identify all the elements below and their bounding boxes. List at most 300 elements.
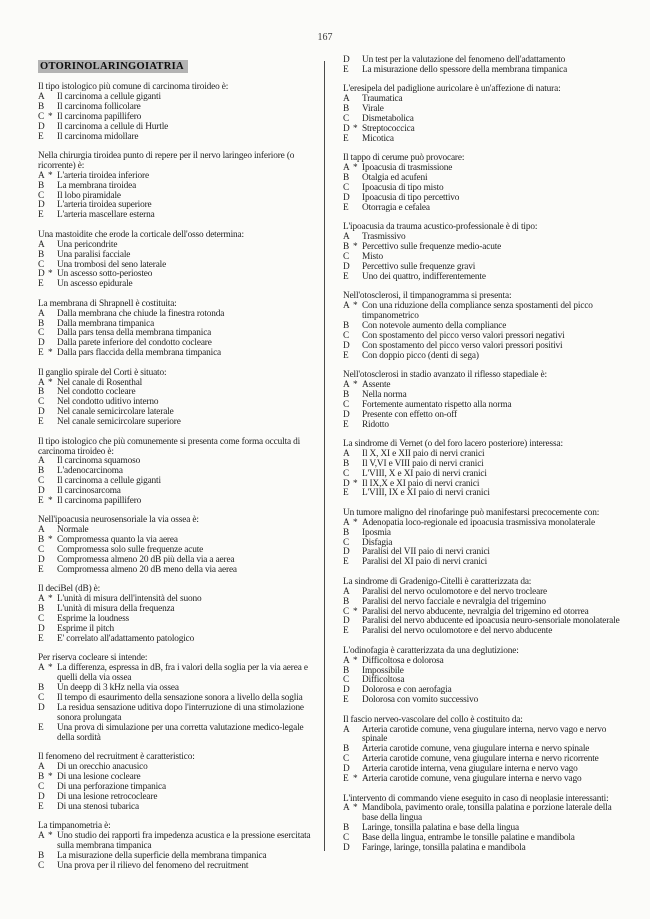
- answer-option: [343, 627, 624, 637]
- correct-answer-marker: [353, 539, 362, 549]
- answer-option: [38, 566, 316, 576]
- correct-answer-marker: [48, 123, 57, 133]
- option-letter: D: [38, 338, 45, 349]
- question-block: [343, 371, 624, 430]
- answer-option: [38, 133, 316, 143]
- correct-answer-marker: [353, 56, 362, 66]
- correct-answer-marker: [353, 204, 362, 214]
- option-text: Base della lingua, entrambe le tonsille palatine e mandibola: [362, 833, 575, 844]
- correct-answer-marker: [353, 194, 362, 204]
- option-text: Con doppio picco (denti di sega): [362, 350, 479, 361]
- question-stem: Il tipo istologico più comune di carcinoma tiroideo è:: [38, 82, 229, 92]
- correct-answer-marker: [48, 566, 57, 576]
- option-letter: A: [343, 803, 350, 814]
- option-text: Paralisi del XI paio di nervi cranici: [362, 557, 488, 568]
- option-text: Con notevole aumento della compliance: [362, 320, 507, 331]
- correct-answer-marker: [353, 95, 362, 105]
- correct-answer-marker: [48, 477, 57, 487]
- correct-answer-marker: [48, 418, 57, 428]
- correct-answer-marker: [353, 391, 362, 401]
- option-letter: C: [343, 537, 350, 548]
- option-letter: E: [343, 133, 349, 144]
- correct-answer-marker: [48, 310, 57, 320]
- correct-answer-marker: *: [353, 301, 358, 312]
- option-text: Dismetabolica: [362, 114, 414, 125]
- option-letter: A: [38, 830, 45, 841]
- two-column-layout: [38, 56, 624, 881]
- answer-option: [343, 421, 624, 431]
- answer-option: [38, 724, 316, 744]
- option-letter: D: [343, 55, 350, 65]
- correct-answer-marker: [353, 529, 362, 539]
- option-text: Paralisi del VII paio di nervi cranici: [362, 547, 490, 558]
- option-letter: D: [343, 261, 350, 272]
- question-block: [343, 440, 624, 499]
- option-letter: A: [343, 655, 350, 666]
- option-text: Nel condotto cocleare: [57, 387, 136, 398]
- option-text: Nel condotto uditivo interno: [57, 397, 159, 408]
- correct-answer-marker: [48, 457, 57, 467]
- question-block: [38, 231, 316, 290]
- correct-answer-marker: [353, 726, 362, 746]
- correct-answer-marker: *: [48, 594, 53, 605]
- option-letter: B: [343, 458, 350, 469]
- question-block: [38, 369, 316, 428]
- option-text: Uno dei quattro, indifferentemente: [362, 271, 486, 282]
- option-letter: E: [343, 202, 349, 213]
- option-text: L'arteria tiroidea inferiore: [57, 170, 149, 181]
- option-text: Una trombosi del seno laterale: [57, 259, 167, 270]
- option-text: Nella norma: [362, 389, 407, 400]
- option-letter: E: [38, 722, 44, 733]
- correct-answer-marker: *: [48, 111, 53, 122]
- correct-answer-marker: *: [48, 348, 53, 359]
- option-letter: D: [343, 192, 350, 203]
- answer-option: [38, 418, 316, 428]
- option-text: Difficoltosa e dolorosa: [362, 655, 444, 666]
- option-letter: D: [38, 407, 45, 418]
- correct-answer-marker: [353, 460, 362, 470]
- option-letter: C: [343, 182, 350, 193]
- option-text: Un ascesso sotto-periosteo: [57, 269, 153, 280]
- option-text: Una pericondrite: [57, 239, 118, 250]
- option-text: Percettivo sulle frequenze medio-acute: [362, 242, 502, 252]
- correct-answer-marker: *: [48, 771, 53, 782]
- option-text: Ipoacusia di trasmissione: [362, 163, 453, 174]
- option-text: Dalla membrana che chiude la finestra rotonda: [57, 308, 225, 319]
- option-text: Un test per la valutazione del fenomeno dell'adattamento: [362, 55, 566, 65]
- option-letter: E: [343, 626, 349, 637]
- option-letter: C: [38, 111, 45, 122]
- option-text: Il carcinoma papillifero: [57, 111, 142, 122]
- answer-option: [343, 598, 624, 608]
- question-stem: Nell'otosclerosi, il timpanogramma si presenta:: [343, 291, 512, 302]
- question-block: [343, 85, 624, 144]
- option-text: Iposmia: [362, 527, 391, 538]
- option-text: L'adenocarcinoma: [57, 466, 123, 477]
- correct-answer-marker: [353, 755, 362, 765]
- correct-answer-marker: [353, 598, 362, 608]
- option-text: Compromessa almeno 20 dB meno della via aerea: [57, 564, 237, 575]
- correct-answer-marker: [48, 251, 57, 261]
- option-letter: C: [343, 675, 350, 686]
- section-title: OTORINOLARINGOIATRIA: [38, 60, 188, 73]
- question-block: [343, 223, 624, 282]
- option-text: Di una lesione retrococleare: [57, 791, 158, 802]
- option-letter: A: [343, 301, 350, 312]
- option-letter: A: [38, 663, 45, 674]
- option-text: La misurazione dello spessore della membrana timpanica: [362, 64, 568, 75]
- option-letter: E: [343, 419, 349, 430]
- option-text: La residua sensazione uditiva dopo l'interruzione di una stimolazione sonora prolungata: [57, 702, 304, 723]
- option-text: Micotica: [362, 133, 394, 144]
- correct-answer-marker: [48, 133, 57, 143]
- answer-option: [343, 135, 624, 145]
- question-stem: L'intervento di commando viene eseguito in caso di neoplasie interessanti:: [343, 793, 609, 804]
- option-letter: E: [38, 801, 44, 812]
- option-text: Con spostamento del picco verso valori pressori negativi: [362, 330, 565, 341]
- option-text: La membrana tiroidea: [57, 180, 137, 191]
- answer-option: [38, 211, 316, 221]
- correct-answer-marker: [353, 686, 362, 696]
- answer-option: [343, 804, 624, 824]
- correct-answer-marker: [48, 192, 57, 202]
- correct-answer-marker: [353, 253, 362, 263]
- option-text: Dolorosa e con aerofagia: [362, 685, 452, 696]
- question-block: [343, 154, 624, 213]
- option-letter: E: [38, 348, 44, 359]
- option-letter: C: [343, 114, 350, 125]
- correct-answer-marker: [48, 388, 57, 398]
- question-block: [38, 516, 316, 575]
- left-column: [38, 56, 316, 881]
- option-text: Nel canale di Rosenthal: [57, 377, 143, 388]
- answer-option: [38, 803, 316, 813]
- option-letter: A: [38, 456, 45, 467]
- correct-answer-marker: [48, 280, 57, 290]
- question-block: [343, 647, 624, 706]
- option-letter: E: [343, 557, 349, 568]
- question-stem: Un tumore maligno del rinofaringe può manifestarsi precocemente con:: [343, 507, 600, 518]
- option-letter: C: [343, 754, 350, 765]
- answer-option: [38, 862, 316, 872]
- option-letter: D: [343, 685, 350, 696]
- option-letter: C: [343, 468, 350, 479]
- correct-answer-marker: [353, 263, 362, 273]
- option-letter: D: [38, 555, 45, 566]
- answer-option: [343, 302, 624, 322]
- option-text: Normale: [57, 525, 89, 536]
- option-letter: B: [343, 104, 350, 115]
- correct-answer-marker: [48, 467, 57, 477]
- option-letter: C: [343, 399, 350, 410]
- correct-answer-marker: *: [353, 655, 358, 666]
- question-stem: L'odinofagia è caratterizzata da una deglutizione:: [343, 645, 519, 656]
- option-letter: A: [38, 761, 45, 772]
- correct-answer-marker: *: [353, 774, 358, 785]
- option-text: Disfagia: [362, 537, 393, 548]
- option-text: Una prova di simulazione per una corretta valutazione medico-legale della sordità: [57, 722, 304, 743]
- question-block: [343, 578, 624, 637]
- option-letter: A: [38, 377, 45, 388]
- option-text: Ridotto: [362, 419, 389, 430]
- option-text: L'unità di misura della frequenza: [57, 604, 175, 615]
- question-block: [38, 654, 316, 743]
- question-stem: L'eresipela del padiglione auricolare è un'affezione di natura:: [343, 84, 561, 95]
- question-block: [38, 438, 316, 507]
- option-letter: B: [38, 180, 45, 191]
- correct-answer-marker: [48, 862, 57, 872]
- question-stem: L'ipoacusia da trauma acustico-professionale è di tipo:: [343, 222, 538, 233]
- correct-answer-marker: [48, 211, 57, 221]
- option-text: Paralisi del nervo abducente, nevralgia del trigemino ed otorrea: [362, 606, 589, 617]
- option-letter: D: [343, 340, 350, 351]
- answer-option: [38, 349, 316, 359]
- option-letter: B: [38, 101, 45, 112]
- question-stem: La membrana di Shrapnell è costituita:: [38, 298, 177, 309]
- option-letter: C: [38, 692, 45, 703]
- option-letter: E: [38, 210, 44, 221]
- option-letter: A: [343, 232, 350, 243]
- option-text: Nel canale semicircolare superiore: [57, 417, 181, 428]
- option-text: Misto: [362, 251, 383, 262]
- option-text: Paralisi del nervo oculomotore e del nervo abducente: [362, 626, 553, 637]
- correct-answer-marker: *: [48, 377, 53, 388]
- option-letter: D: [38, 791, 45, 802]
- option-text: Il carcinosarcoma: [57, 486, 121, 497]
- option-text: Arteria carotide comune, vena giugulare interna e nervo vago: [362, 774, 582, 785]
- option-text: Arteria carotide interna, vena giugulare interna e nervo vago: [362, 764, 578, 775]
- option-letter: C: [38, 190, 45, 201]
- correct-answer-marker: [353, 558, 362, 568]
- correct-answer-marker: [353, 184, 362, 194]
- question-stem: Per riserva cocleare si intende:: [38, 653, 148, 664]
- question-stem: Il ganglio spirale del Corti è situato:: [38, 367, 167, 378]
- option-text: Ipoacusia di tipo misto: [362, 182, 444, 193]
- option-letter: B: [343, 665, 350, 676]
- answer-option: [343, 558, 624, 568]
- option-letter: C: [38, 397, 45, 408]
- correct-answer-marker: *: [353, 242, 358, 252]
- option-text: Ipoacusia di tipo percettivo: [362, 192, 460, 203]
- option-letter: B: [38, 604, 45, 615]
- option-text: Il carcinoma a cellule giganti: [57, 91, 161, 102]
- correct-answer-marker: [48, 694, 57, 704]
- answer-option: [343, 243, 624, 253]
- option-letter: D: [343, 616, 350, 627]
- answer-option: [343, 352, 624, 362]
- question-stem: Il fascio nerveo-vascolare del collo è costituito da:: [343, 714, 523, 725]
- right-column: [333, 56, 624, 863]
- option-letter: C: [343, 330, 350, 341]
- option-text: Dalla pars tensa della membrana timpanica: [57, 328, 212, 339]
- answer-option: [343, 411, 624, 421]
- option-letter: B: [38, 535, 45, 546]
- option-text: Il tempo di esaurimento della sensazione sonora a livello della soglia: [57, 692, 303, 703]
- correct-answer-marker: [353, 489, 362, 499]
- option-letter: B: [343, 173, 350, 184]
- option-text: Una paralisi facciale: [57, 249, 131, 260]
- option-letter: E: [38, 279, 44, 290]
- answer-option: [343, 726, 624, 746]
- option-text: E' correlato all'adattamento patologico: [57, 633, 195, 644]
- option-letter: A: [343, 163, 350, 174]
- option-letter: E: [38, 633, 44, 644]
- correct-answer-marker: [48, 684, 57, 694]
- option-letter: E: [343, 271, 349, 282]
- answer-option: [38, 280, 316, 290]
- answer-option: [38, 251, 316, 261]
- correct-answer-marker: [353, 844, 362, 854]
- option-text: Mandibola, pavimento orale, tonsilla palatina e porzione laterale della base della lingua: [362, 803, 612, 824]
- answer-option: [343, 696, 624, 706]
- correct-answer-marker: *: [353, 379, 358, 390]
- correct-answer-marker: *: [353, 478, 358, 489]
- option-letter: B: [343, 320, 350, 331]
- column-divider-line: [324, 61, 325, 851]
- option-letter: A: [343, 724, 350, 735]
- option-text: Otalgia ed acufeni: [362, 173, 428, 184]
- option-letter: A: [343, 448, 350, 459]
- correct-answer-marker: *: [48, 830, 53, 841]
- option-letter: D: [343, 123, 350, 134]
- option-text: Il carcinoma a cellule giganti: [57, 476, 161, 487]
- option-letter: E: [343, 488, 349, 499]
- option-letter: A: [38, 170, 45, 181]
- correct-answer-marker: *: [353, 517, 358, 528]
- question-stem: Nella chirurgia tiroidea punto di repere per il nervo laringeo inferiore (o ricorrente) è:: [38, 150, 295, 171]
- correct-answer-marker: [48, 635, 57, 645]
- option-letter: B: [343, 389, 350, 400]
- answer-option: [343, 95, 624, 105]
- option-letter: A: [38, 308, 45, 319]
- correct-answer-marker: [353, 627, 362, 637]
- option-letter: B: [343, 823, 350, 834]
- correct-answer-marker: [353, 352, 362, 362]
- question-stem: Una mastoidite che erode la corticale dell'osso determina:: [38, 229, 244, 240]
- option-letter: E: [38, 131, 44, 142]
- question-block: [343, 716, 624, 785]
- option-text: Il X, XI e XII paio di nervi cranici: [362, 448, 485, 459]
- correct-answer-marker: [353, 588, 362, 598]
- correct-answer-marker: *: [48, 663, 53, 674]
- option-text: Il IX,X e XI paio di nervi cranici: [362, 478, 480, 489]
- correct-answer-marker: [48, 625, 57, 635]
- question-stem: Nell'ipoacusia neurosensoriale la via ossea è:: [38, 515, 199, 526]
- option-text: Il carcinoma follicolare: [57, 101, 141, 112]
- option-text: Compromessa almeno 20 dB più della via a aerea: [57, 555, 235, 566]
- question-stem: Il tipo istologico che più comunemente si presenta come forma occulta di carcinoma tiroideo è:: [38, 436, 301, 457]
- option-letter: C: [343, 606, 350, 617]
- question-block: [38, 585, 316, 644]
- option-letter: A: [38, 91, 45, 102]
- option-letter: D: [38, 624, 45, 634]
- answer-option: [343, 273, 624, 283]
- correct-answer-marker: [353, 105, 362, 115]
- option-text: Il carcinoma squamoso: [57, 456, 141, 467]
- option-letter: D: [343, 409, 350, 420]
- option-letter: E: [38, 564, 44, 575]
- option-letter: B: [343, 242, 350, 252]
- option-text: Adenopatia loco-regionale ed ipoacusia trasmissiva monolaterale: [362, 517, 595, 528]
- option-letter: D: [38, 486, 45, 497]
- option-letter: C: [38, 614, 45, 625]
- option-text: La misurazione della superficie della membrana timpanica: [57, 850, 267, 861]
- option-text: Con spostamento del picco verso valori pressori positivi: [362, 340, 563, 351]
- option-text: Compromessa quanto la via aerea: [57, 535, 178, 546]
- correct-answer-marker: [48, 241, 57, 251]
- option-text: Virale: [362, 104, 384, 115]
- correct-answer-marker: *: [353, 803, 358, 814]
- correct-answer-marker: [353, 273, 362, 283]
- question-stem: La sindrome di Vernet (o del foro lacero posteriore) interessa:: [343, 438, 563, 449]
- answer-option: [343, 844, 624, 854]
- question-stem: Nell'otosclerosi in stadio avanzato il riflesso stapediale è:: [343, 369, 547, 380]
- correct-answer-marker: [353, 411, 362, 421]
- correct-answer-marker: [353, 548, 362, 558]
- option-letter: D: [343, 547, 350, 558]
- option-text: Arteria carotide comune, vena giugulare interna e nervo ricorrente: [362, 754, 599, 765]
- option-text: Paralisi del nervo abducente ed ipoacusia neuro-sensoriale monolaterale: [362, 616, 620, 627]
- correct-answer-marker: [353, 824, 362, 834]
- option-letter: C: [38, 781, 45, 792]
- option-text: Traumatica: [362, 94, 403, 105]
- option-text: Dalla parete inferiore del condotto cocleare: [57, 338, 212, 349]
- option-letter: A: [38, 525, 45, 536]
- option-text: Impossibile: [362, 665, 404, 676]
- question-stem: La timpanometria è:: [38, 820, 111, 831]
- option-text: Il carcinoma a cellule di Hurtle: [57, 121, 169, 132]
- option-letter: C: [343, 833, 350, 844]
- correct-answer-marker: [48, 182, 57, 192]
- option-text: Paralisi del nervo facciale e nevralgia del trigemino: [362, 596, 546, 607]
- correct-answer-marker: *: [353, 606, 358, 617]
- answer-option: [38, 793, 316, 803]
- correct-answer-marker: *: [353, 123, 358, 134]
- correct-answer-marker: [48, 793, 57, 803]
- correct-answer-marker: [48, 783, 57, 793]
- option-letter: E: [343, 695, 349, 706]
- correct-answer-marker: [48, 329, 57, 339]
- option-text: Faringe, laringe, tonsilla palatina e mandibola: [362, 843, 526, 854]
- option-letter: A: [343, 379, 350, 390]
- option-text: L'arteria mascellare esterna: [57, 210, 155, 221]
- option-letter: A: [343, 517, 350, 528]
- option-letter: D: [343, 478, 350, 489]
- correct-answer-marker: *: [48, 535, 53, 546]
- correct-answer-marker: [48, 704, 57, 724]
- option-text: Di una perforazione timpanica: [57, 781, 166, 792]
- correct-answer-marker: [48, 201, 57, 211]
- option-text: Dalla pars flaccida della membrana timpanica: [57, 348, 222, 359]
- option-text: Esprime la loudness: [57, 614, 130, 625]
- option-letter: B: [343, 744, 350, 755]
- option-text: L'unità di misura dell'intensità del suono: [57, 594, 202, 605]
- correct-answer-marker: [48, 852, 57, 862]
- correct-answer-marker: [353, 450, 362, 460]
- correct-answer-marker: [48, 408, 57, 418]
- option-text: Otorragia e cefalea: [362, 202, 430, 213]
- option-text: Il lobo piramidale: [57, 190, 121, 201]
- option-text: Arteria carotide comune, vena giugulare interna e nervo spinale: [362, 744, 590, 755]
- option-text: Compromessa solo sulle frequenze acute: [57, 545, 204, 556]
- question-block: [38, 152, 316, 221]
- correct-answer-marker: [353, 174, 362, 184]
- answer-option: [38, 497, 316, 507]
- correct-answer-marker: [353, 667, 362, 677]
- option-letter: E: [343, 350, 349, 361]
- question-block: [343, 292, 624, 361]
